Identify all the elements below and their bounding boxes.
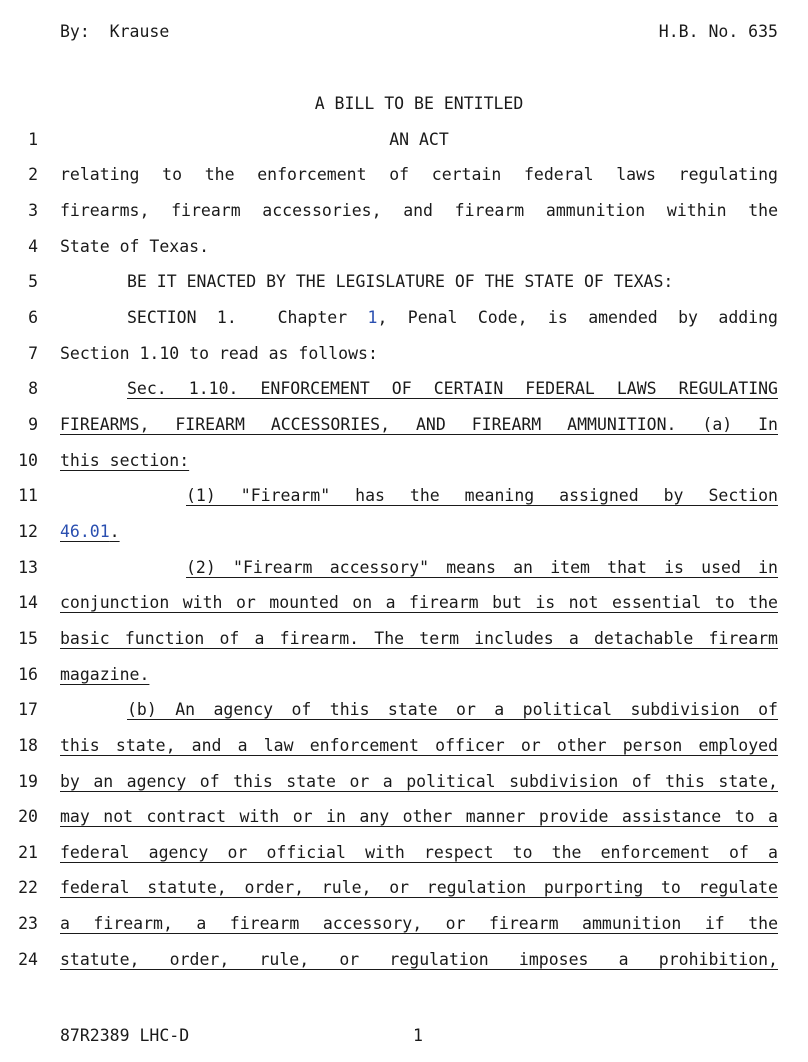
line-number: 17 [18,700,38,719]
line-number: 10 [18,451,38,470]
line-number: 19 [18,772,38,791]
added-text-line: basic function of a firearm. The term includes a detachable firearm [60,629,778,648]
line-number: 14 [18,593,38,612]
enacting-clause: BE IT ENACTED BY THE LEGISLATURE OF THE STATE OF TEXAS: [127,272,674,291]
added-text-line: FIREARMS, FIREARM ACCESSORIES, AND FIREARM AMMUNITION. (a) In [60,415,778,434]
line-number: 5 [28,272,38,291]
line-number: 18 [18,736,38,755]
caption-line: State of Texas. [60,237,210,256]
line-number: 22 [18,878,38,897]
line-number: 15 [18,629,38,648]
added-text-line: conjunction with or mounted on a firearm but is not essential to the [60,593,778,612]
line-number: 23 [18,914,38,933]
section-1-text-b: , Penal Code, is amended by adding [377,308,778,327]
line-number: 2 [28,165,38,184]
added-text-line: federal statute, order, rule, or regulation purporting to regulate [60,878,778,897]
line-number: 3 [28,201,38,220]
added-text-line: federal agency or official with respect to the enforcement of a [60,843,778,862]
line-number: 24 [18,950,38,969]
act-heading: AN ACT [389,130,449,149]
added-text-line [60,522,120,541]
line-number: 21 [18,843,38,862]
section-1-line [127,308,778,327]
line-number: 16 [18,665,38,684]
section-1-line: Section 1.10 to read as follows: [60,344,378,363]
section-1-text-a: SECTION 1. Chapter [127,308,368,327]
added-text-line: statute, order, rule, or regulation imposes a prohibition, [60,950,778,969]
added-text-line: (1) "Firearm" has the meaning assigned by Section [186,486,778,505]
section-46-01-link[interactable]: 46.01 [60,522,110,541]
bill-title: A BILL TO BE ENTITLED [314,94,524,113]
line-number: 7 [28,344,38,363]
line-number: 20 [18,807,38,826]
document-code: 87R2389 LHC-D [60,1026,190,1045]
page-number: 1 [413,1026,423,1045]
line-number: 4 [28,237,38,256]
added-text-line: (2) "Firearm accessory" means an item that is used in [186,558,778,577]
added-text-line: by an agency of this state or a political subdivision of this state, [60,772,778,791]
line-number: 6 [28,308,38,327]
caption-line: firearms, firearm accessories, and firearm ammunition within the [60,201,778,220]
added-text-line: may not contract with or in any other manner provide assistance to a [60,807,778,826]
added-text-line: this section: [60,451,190,470]
line-number: 9 [28,415,38,434]
line-number: 11 [18,486,38,505]
caption-line: relating to the enforcement of certain federal laws regulating [60,165,778,184]
chapter-link[interactable]: 1 [367,308,378,327]
added-text-line: magazine. [60,665,150,684]
added-text-line: this state, and a law enforcement officer or other person employed [60,736,778,755]
line-number: 8 [28,379,38,398]
added-text-tail: . [109,522,120,541]
bill-number: H.B. No. 635 [658,22,778,41]
line-number: 13 [18,558,38,577]
line-number: 12 [18,522,38,541]
bill-author: By: Krause [60,22,170,41]
added-text-line: a firearm, a firearm accessory, or firearm ammunition if the [60,914,778,933]
added-text-line: Sec. 1.10. ENFORCEMENT OF CERTAIN FEDERAL LAWS REGULATING [127,379,778,398]
added-text-line: (b) An agency of this state or a political subdivision of [127,700,778,719]
line-number: 1 [28,130,38,149]
